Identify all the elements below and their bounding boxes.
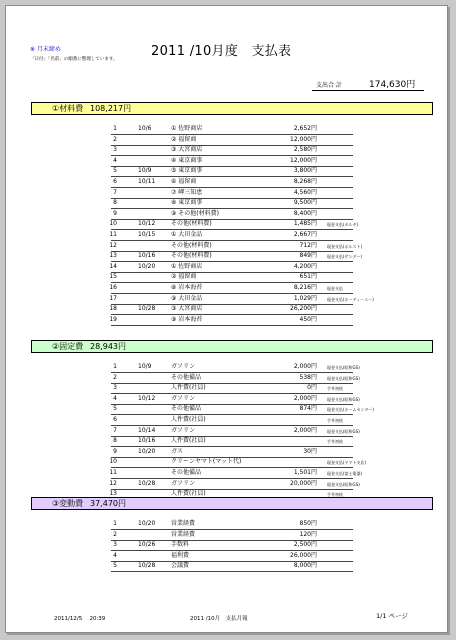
footer-page: 1/1 ページ [376,612,408,620]
cell-remark: 現金支払(昭和GS) [327,481,360,487]
table-row [31,448,433,458]
cell-amount: 2,000円 [293,426,317,434]
table-row [31,157,433,167]
cell-item: ⑤ 東京商事 [171,167,203,175]
cell-item: ⑥ 福留商 [171,178,197,185]
cell-item: ① 大田金品 [171,231,203,238]
table-row [31,469,433,479]
table-row [31,189,433,199]
section-amount: 108,217円 [90,104,132,113]
cell-amount: 26,200円 [290,305,317,313]
table-row [31,552,433,562]
cell-no: 5 [113,562,117,570]
cell-item: 人件費(社員) [171,416,206,423]
cell-no: 3 [113,541,117,549]
cell-no: 11 [109,469,117,476]
table-row [31,384,433,394]
cell-item: 手数料 [171,541,190,549]
cell-item: ガソリン [171,426,196,434]
table-row [31,231,433,241]
table-row [31,458,433,468]
cell-no: 5 [113,405,117,413]
cell-item: 人件費(社員) [171,384,206,392]
table-row [31,167,433,177]
cell-amount: 8,000円 [293,562,317,570]
cell-no: 1 [113,125,117,132]
section-header [31,497,433,510]
cell-amount: 8,400円 [293,209,317,217]
cell-item: その他備品 [171,373,202,381]
cell-item: ③ 大宮商店 [171,305,203,313]
cell-amount: 12,000円 [290,156,317,164]
table-row [31,427,433,437]
cell-date: 10/20 [138,262,156,270]
cell-amount: 12,000円 [290,135,317,143]
cell-no: 6 [113,178,117,185]
cell-item: その他(材料費) [171,220,212,228]
total-value: 174,630円 [369,80,416,90]
cell-item: ⑧ 東京商事 [171,199,203,207]
cell-no: 7 [113,188,117,196]
cell-no: 1 [113,363,117,370]
cell-item: 営業経費 [171,530,196,538]
cell-no: 5 [113,167,117,175]
section-label: ②固定費 [52,342,84,351]
cell-no: 10 [109,458,117,466]
page-title: 2011 /10月度 支払表 [151,44,292,59]
cell-item: 人件費(社員) [171,490,206,498]
cell-item: その他(材料費) [171,252,212,260]
table-row [31,305,433,315]
cell-item: ⑨ その他(材料費) [171,209,219,217]
cell-date: 10/9 [138,363,152,370]
report-page [5,5,448,633]
cell-no: 12 [109,241,117,249]
total-label: 支出合 計 [316,82,342,89]
cell-item: ⑧ 岩本海苔 [171,284,203,291]
cell-no: 3 [113,384,117,392]
cell-amount: 450円 [299,315,317,323]
section-amount: 37,470円 [90,499,126,508]
cell-date: 10/6 [138,125,152,132]
cell-item: ④ 東京商事 [171,156,203,164]
cell-item: ② 福留商 [171,135,197,143]
cell-date: 10/9 [138,167,152,175]
table-row [31,416,433,426]
cell-item: ⑨ 岩本海苔 [171,315,203,323]
cell-no: 13 [109,490,117,498]
cell-amount: 712円 [299,241,317,249]
cell-no: 14 [109,262,117,270]
cell-no: 16 [109,284,117,291]
cell-item: ⑦ 岬三知恵 [171,188,203,196]
table-row [31,395,433,405]
cell-amount: 2,667円 [293,231,317,238]
cell-amount: 1,501円 [293,469,317,476]
cell-item: ① 佐野商店 [171,262,203,270]
cell-date: 10/11 [138,178,156,185]
cell-date: 10/14 [138,426,156,434]
cell-amount: 2,000円 [293,394,317,402]
cell-amount: 2,652円 [293,125,317,132]
table-row [31,273,433,283]
section-amount: 28,943円 [90,342,126,351]
table-row [31,437,433,447]
cell-amount: 2,500円 [293,541,317,549]
cell-amount: 2,000円 [293,363,317,370]
cell-amount: 850円 [299,520,317,527]
table-row [31,520,433,530]
cell-item: ガソリン [171,479,196,487]
cell-remark: 現金支払(昭和GS) [327,428,360,434]
cell-remark: 現金支払(昭和GS) [327,396,360,402]
cell-remark: 現金支払(ホルスト) [327,243,363,249]
cell-amount: 9,500円 [293,199,317,207]
cell-date: 10/20 [138,447,156,455]
cell-no: 12 [109,479,117,487]
cell-remark: 現金支払(昭和GS) [327,375,360,381]
table-row [31,263,433,273]
cell-remark: 手井初枝 [327,439,343,445]
cell-remark: 手井初枝 [327,492,343,498]
table-row [31,125,433,135]
cell-no: 17 [109,294,117,302]
section-header [31,102,433,115]
cell-no: 4 [113,394,117,402]
table-row [31,480,433,490]
cell-amount: 3,800円 [293,167,317,175]
table-row [31,136,433,146]
cell-item: ガソリン [171,394,196,402]
cell-remark: 現金支払 [327,286,343,291]
cell-remark: 手井初枝 [327,386,343,392]
cell-no: 9 [113,209,117,217]
cell-amount: 1,485円 [293,220,317,228]
cell-no: 4 [113,551,117,559]
cell-no: 10 [109,220,117,228]
cell-date: 10/26 [138,541,156,549]
cell-no: 6 [113,416,117,423]
cell-amount: 2,580円 [293,146,317,154]
cell-no: 11 [109,231,117,238]
cell-remark: 現金支払(ホームセンター) [327,407,374,413]
footer-date: 2011/12/5 20:39 [54,616,106,622]
cell-no: 8 [113,199,117,207]
table-row [31,210,433,220]
section-header [31,340,433,353]
cell-remark: 現金支払(ヤマト支店) [327,460,367,466]
cell-no: 7 [113,426,117,434]
table-row [31,316,433,326]
cell-amount: 8,216円 [293,284,317,291]
cell-remark: 手井初枝 [327,418,343,423]
cell-item: ② 福留商 [171,273,197,281]
cell-item: その他備品 [171,469,202,476]
cell-date: 10/15 [138,231,156,238]
table-row [31,531,433,541]
table-row [31,199,433,209]
cell-no: 2 [113,373,117,381]
cell-item: ガス [171,447,184,455]
cell-date: 10/16 [138,437,156,445]
table-row [31,220,433,230]
table-row [31,178,433,188]
cell-remark: 現金支払(サンデー) [327,254,362,260]
cell-item: ① 佐野商店 [171,125,203,132]
cell-date: 10/16 [138,252,156,260]
cell-amount: 30円 [303,447,317,455]
cell-date: 10/28 [138,562,156,570]
table-row [31,363,433,373]
cell-item: ③ 大宮商店 [171,146,203,154]
cell-item: その他備品 [171,405,202,413]
cell-item: 営業経費 [171,520,196,527]
table-row [31,295,433,305]
cell-amount: 1,029円 [293,294,317,302]
cell-remark: 現金支払(カルギ) [327,222,359,228]
cell-amount: 4,200円 [293,262,317,270]
cell-remark: 現金支払(昭和GS) [327,365,360,370]
cell-no: 1 [113,520,117,527]
row-divider [111,325,353,326]
note-text: 「日付」「名前」の順番に整理しています。 [30,57,118,62]
table-row [31,146,433,156]
cell-item: 会議費 [171,562,190,570]
table-row [31,562,433,572]
cell-date: 10/20 [138,520,156,527]
cell-no: 9 [113,447,117,455]
cell-item: 人件費(社員) [171,437,206,445]
cell-no: 8 [113,437,117,445]
cell-amount: 26,000円 [290,551,317,559]
cell-no: 19 [109,315,117,323]
cell-no: 18 [109,305,117,313]
cell-date: 10/12 [138,220,156,228]
cell-amount: 651円 [299,273,317,281]
cell-no: 13 [109,252,117,260]
memo-text: ※ 月末締め [30,46,61,53]
cell-date: 10/28 [138,479,156,487]
cell-amount: 0円 [307,384,317,392]
cell-amount: 120円 [299,530,317,538]
cell-amount: 8,268円 [293,178,317,185]
footer-title: 2011 /10月 支払月報 [190,616,248,622]
cell-amount: 849円 [299,252,317,260]
cell-item: ⑨ 大田金品 [171,294,203,302]
total-underline [312,90,424,91]
cell-item: 福利費 [171,551,190,559]
cell-no: 2 [113,530,117,538]
cell-amount: 20,000円 [290,479,317,487]
cell-item: ガソリン [171,363,196,370]
cell-remark: 現金支払(富士電器) [327,471,363,476]
cell-no: 3 [113,146,117,154]
table-row [31,541,433,551]
cell-remark: 現金支払(ホーディーユー) [327,296,374,302]
cell-amount: 4,560円 [293,188,317,196]
table-row [31,252,433,262]
cell-date: 10/28 [138,305,156,313]
cell-no: 2 [113,135,117,143]
table-row [31,374,433,384]
table-row [31,405,433,415]
cell-amount: 874円 [299,405,317,413]
table-row [31,284,433,294]
row-divider [111,571,353,572]
section-label: ③変動費 [52,499,84,508]
cell-date: 10/12 [138,394,156,402]
cell-item: クリーンヤマト(マット代) [171,458,242,466]
cell-amount: 538円 [299,373,317,381]
table-row [31,242,433,252]
section-label: ①材料費 [52,104,84,113]
cell-item: その他(材料費) [171,241,212,249]
cell-no: 15 [109,273,117,281]
cell-no: 4 [113,156,117,164]
